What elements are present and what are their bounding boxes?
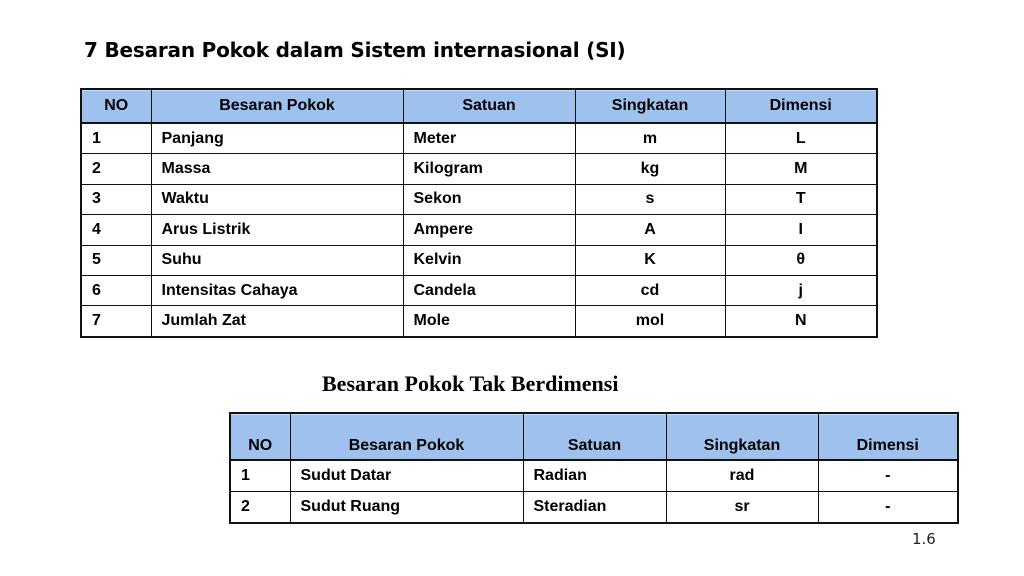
header-quantity: Besaran Pokok xyxy=(151,89,403,123)
cell-dimension: T xyxy=(725,184,877,214)
cell-dimension: L xyxy=(725,123,877,154)
cell-quantity: Waktu xyxy=(151,184,403,214)
cell-dimension: j xyxy=(725,275,877,305)
section-title: Besaran Pokok Tak Berdimensi xyxy=(322,371,619,396)
cell-dimension: I xyxy=(725,215,877,245)
cell-quantity: Suhu xyxy=(151,245,403,275)
cell-quantity: Massa xyxy=(151,154,403,184)
table-header-row xyxy=(81,89,877,123)
header-symbol: Singkatan xyxy=(666,413,818,460)
table-row xyxy=(81,215,877,245)
header-no: NO xyxy=(81,89,151,123)
cell-no: 5 xyxy=(81,245,151,275)
table-row xyxy=(81,123,877,154)
cell-unit: Steradian xyxy=(523,492,666,524)
cell-symbol: mol xyxy=(575,306,725,337)
table-row xyxy=(81,306,877,337)
cell-unit: Kilogram xyxy=(403,154,575,184)
cell-quantity: Sudut Ruang xyxy=(290,492,523,524)
cell-quantity: Sudut Datar xyxy=(290,460,523,492)
header-unit: Satuan xyxy=(523,413,666,460)
table-row xyxy=(81,275,877,305)
cell-dimension: - xyxy=(885,498,891,515)
table-row xyxy=(81,245,877,275)
header-dimension: Dimensi xyxy=(725,89,877,123)
base-quantities-table xyxy=(80,88,878,338)
cell-unit: Ampere xyxy=(403,215,575,245)
cell-unit: Kelvin xyxy=(403,245,575,275)
header-no: NO xyxy=(230,413,290,460)
header-unit: Satuan xyxy=(403,89,575,123)
cell-dimension: M xyxy=(725,154,877,184)
cell-symbol: m xyxy=(575,123,725,154)
cell-quantity: Arus Listrik xyxy=(151,215,403,245)
table-row xyxy=(81,154,877,184)
cell-quantity: Intensitas Cahaya xyxy=(151,275,403,305)
cell-no: 3 xyxy=(81,184,151,214)
cell-unit: Radian xyxy=(523,460,666,492)
cell-no: 2 xyxy=(81,154,151,184)
cell-no: 1 xyxy=(230,460,290,492)
cell-dimension: - xyxy=(818,460,958,492)
dimensionless-quantities-table xyxy=(229,412,959,524)
cell-no: 6 xyxy=(81,275,151,305)
cell-symbol: kg xyxy=(575,154,725,184)
cell-symbol: rad xyxy=(666,460,818,492)
cell-symbol: s xyxy=(575,184,725,214)
cell-quantity: Panjang xyxy=(151,123,403,154)
cell-unit: Meter xyxy=(403,123,575,154)
cell-unit: Mole xyxy=(403,306,575,337)
cell-unit: Candela xyxy=(403,275,575,305)
cell-unit: Sekon xyxy=(403,184,575,214)
cell-dimension: N xyxy=(794,312,807,330)
cell-no: 1 xyxy=(81,123,151,154)
cell-no: 2 xyxy=(230,492,290,524)
cell-symbol: cd xyxy=(575,275,725,305)
cell-no: 4 xyxy=(81,215,151,245)
cell-quantity: Jumlah Zat xyxy=(151,306,403,337)
table-header-row xyxy=(230,413,958,460)
cell-symbol: sr xyxy=(666,492,818,524)
cell-symbol: A xyxy=(575,215,725,245)
table-row xyxy=(230,460,958,492)
table-row xyxy=(230,492,958,524)
header-quantity: Besaran Pokok xyxy=(290,413,523,460)
page-title: 7 Besaran Pokok dalam Sistem internasional (SI) xyxy=(84,38,626,62)
cell-no: 7 xyxy=(81,306,151,337)
header-symbol: Singkatan xyxy=(575,89,725,123)
slide-number: 1.6 xyxy=(912,530,936,548)
header-dimension: Dimensi xyxy=(818,413,958,460)
table-row xyxy=(81,184,877,214)
cell-symbol: K xyxy=(575,245,725,275)
cell-dimension: θ xyxy=(725,245,877,275)
